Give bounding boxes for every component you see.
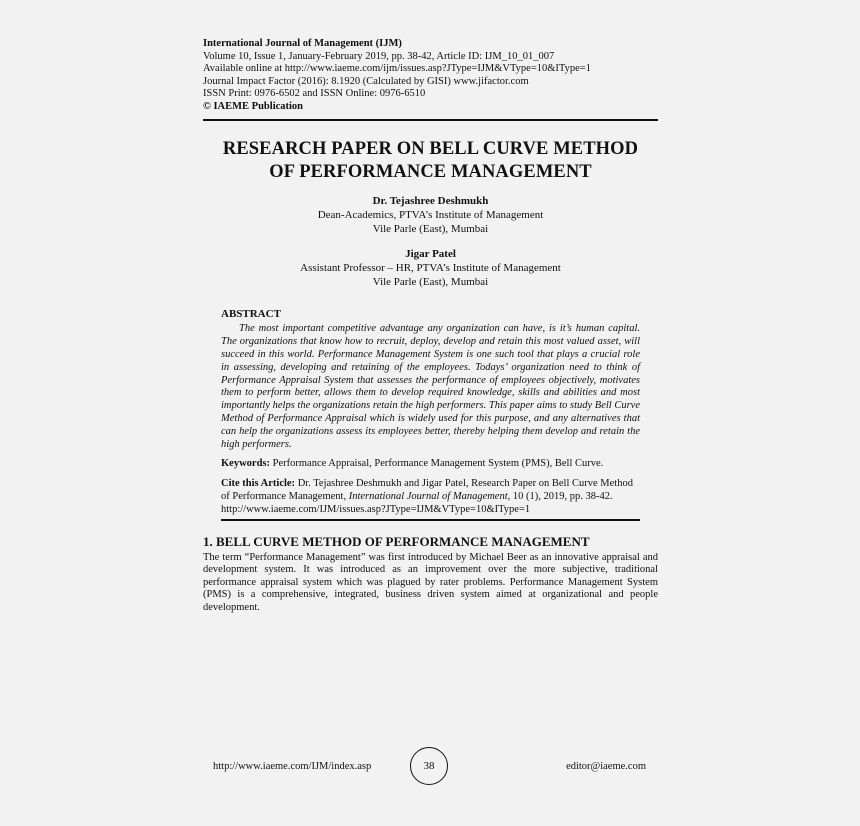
paper-title bbox=[203, 138, 658, 184]
title-line-1: RESEARCH PAPER ON BELL CURVE METHOD bbox=[222, 138, 639, 159]
abstract-rule bbox=[221, 519, 640, 521]
author-location: Vile Parle (East), Mumbai bbox=[372, 222, 489, 235]
issn-info: ISSN Print: 0976-6502 and ISSN Online: 0976-6510 bbox=[203, 88, 426, 100]
author-block bbox=[203, 247, 658, 289]
header-rule bbox=[203, 119, 658, 121]
keywords-label: Keywords: bbox=[221, 458, 270, 470]
cite-text: Dr. Tejashree Deshmukh and Jigar Patel, Research Paper on Bell Curve Method of Performance Management, bbox=[221, 478, 633, 502]
volume-info: Volume 10, Issue 1, January-February 2019, pp. 38-42, Article ID: IJM_10_01_007 bbox=[203, 50, 555, 62]
author-affiliation: Dean-Academics, PTVA’s Institute of Management bbox=[317, 208, 544, 221]
availability-info: Available online at http://www.iaeme.com/ijm/issues.asp?JType=IJM&VType=10&IType=1 bbox=[203, 63, 591, 75]
cite-journal: International Journal of Management bbox=[348, 490, 508, 502]
publisher: © IAEME Publication bbox=[203, 100, 304, 112]
journal-masthead bbox=[203, 38, 658, 114]
page-footer bbox=[203, 746, 658, 786]
cite-label: Cite this Article: bbox=[221, 478, 296, 490]
section-heading: 1. BELL CURVE METHOD OF PERFORMANCE MANAGEMENT bbox=[203, 533, 590, 549]
title-line-2: OF PERFORMANCE MANAGEMENT bbox=[269, 161, 592, 182]
author-name: Jigar Patel bbox=[405, 247, 456, 260]
paper-page bbox=[203, 38, 658, 614]
keywords-text: Performance Appraisal, Performance Management System (PMS), Bell Curve. bbox=[272, 458, 604, 470]
journal-name: International Journal of Management (IJM) bbox=[203, 38, 402, 49]
footer-journal-link[interactable]: http://www.iaeme.com/IJM/index.asp bbox=[213, 761, 372, 772]
author-name: Dr. Tejashree Deshmukh bbox=[372, 194, 489, 207]
page-number: 38 bbox=[410, 747, 448, 785]
section-body-text: The term “Performance Management” was first introduced by Michael Beer as an innovative appraisal and development system. It was introduced as an improvement over the more subjective, traditional performance appraisal system which was plagued by rater problems. Performance Management System (PMS) is a comprehensive, integrated, business driven system aimed at organizational and people development. bbox=[203, 551, 658, 613]
abstract-heading: ABSTRACT bbox=[221, 307, 281, 320]
author-block bbox=[203, 194, 658, 236]
footer-email-link[interactable]: editor@iaeme.com bbox=[566, 761, 646, 772]
abstract-text: The most important competitive advantage any organization can have, is it’s human capital. The organizations that know how to recruit, deploy, develop and retain this most valued asset, will succeed in this world. Performance Management System is one such tool that plays a crucial role in assessing, developing and retaining of the employees. Todays’ organization need to think of Performance Appraisal System that assesses the performance of employees objectively, motivates them to perform better, allows them to develop required knowledge, skills and abilities and most importantly helps the organizations retain the high performers. This paper aims to study Bell Curve Method of Performance Appraisal which is widely used for this purpose, and any alternatives that can help the organizations assess its employees better, thereby helping them develop and retain the high performers. bbox=[221, 323, 640, 450]
abstract-section bbox=[221, 308, 640, 521]
keywords bbox=[221, 458, 640, 471]
cite-url-link[interactable]: http://www.iaeme.com/IJM/issues.asp?JType=IJM&VType=10&IType=1 bbox=[221, 503, 531, 515]
citation bbox=[221, 478, 640, 516]
impact-factor: Journal Impact Factor (2016): 8.1920 (Calculated by GISI) www.jifactor.com bbox=[203, 75, 529, 87]
author-location: Vile Parle (East), Mumbai bbox=[372, 275, 489, 288]
author-affiliation: Assistant Professor – HR, PTVA’s Institute of Management bbox=[300, 261, 561, 274]
cite-volume: , 10 (1), 2019, pp. 38-42. bbox=[507, 490, 613, 502]
